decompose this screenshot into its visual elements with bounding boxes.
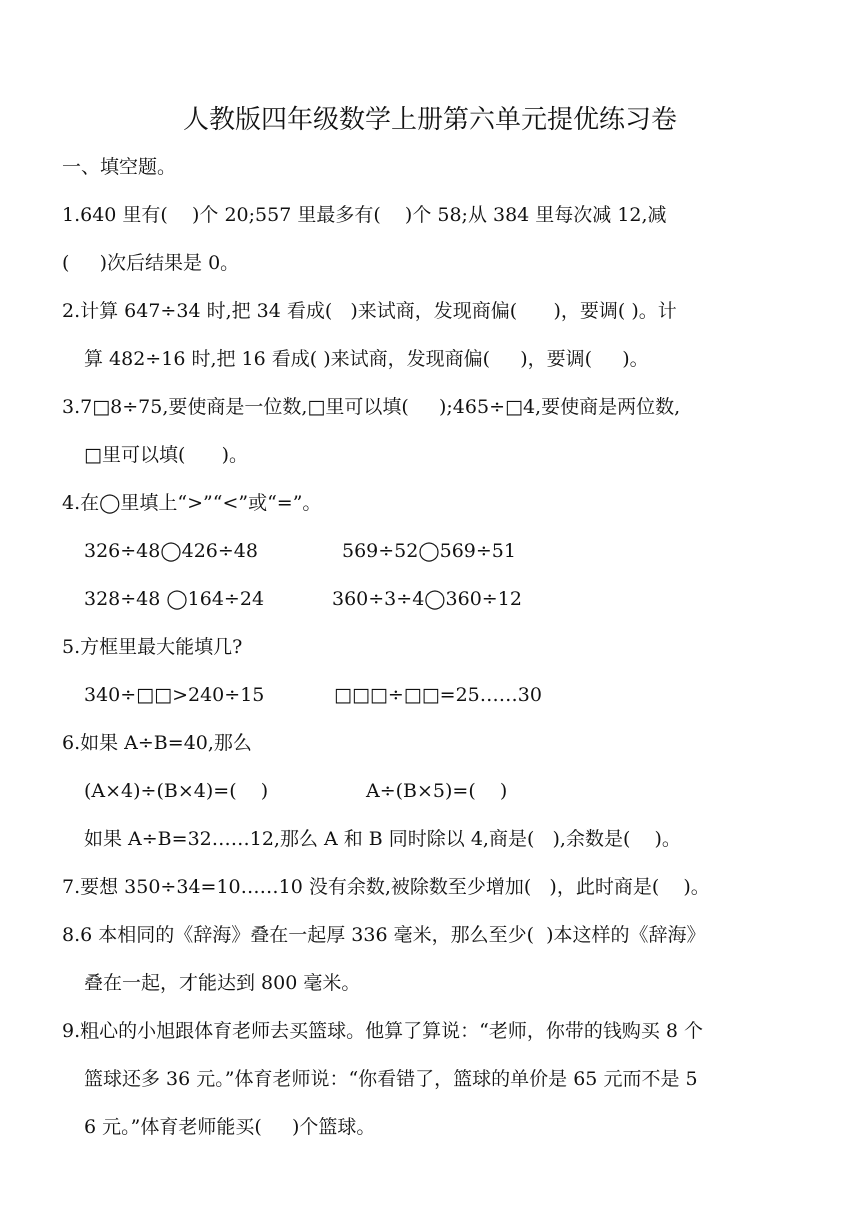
question-2-line-1: 2.计算 647÷34 时,把 34 看成( )来试商，发现商偏( )，要调( )。计 — [62, 300, 677, 322]
question-5-row-left: 340÷□□>240÷15 — [84, 684, 265, 706]
question-1-line-2: ( )次后结果是 0。 — [62, 252, 240, 274]
question-9-line-2: 篮球还多 36 元。”体育老师说：“你看错了，篮球的单价是 65 元而不是 5 — [84, 1068, 698, 1090]
question-6-line-1: 6.如果 A÷B=40,那么 — [62, 732, 252, 754]
question-2-line-2: 算 482÷16 时,把 16 看成( )来试商，发现商偏( )，要调( )。 — [84, 348, 649, 370]
question-7-line-1: 7.要想 350÷34=10……10 没有余数,被除数至少增加( )，此时商是( )。 — [62, 876, 710, 898]
question-6-line-3: 如果 A÷B=32……12,那么 A 和 B 同时除以 4,商是( ),余数是( )。 — [84, 828, 681, 850]
question-4-row-2-right: 360÷3÷4◯360÷12 — [332, 588, 522, 610]
question-6-row-right: A÷(B×5)=( ) — [366, 780, 508, 802]
question-3-line-1: 3.7□8÷75,要使商是一位数,□里可以填( );465÷□4,要使商是两位数, — [62, 396, 681, 418]
question-8-line-2: 叠在一起，才能达到 800 毫米。 — [84, 972, 361, 994]
question-5-row-right: □□□÷□□=25……30 — [334, 684, 542, 706]
question-8-line-1: 8.6 本相同的《辞海》叠在一起厚 336 毫米，那么至少( )本这样的《辞海》 — [62, 924, 706, 946]
section-heading: 一、填空题。 — [62, 156, 177, 178]
question-3-line-2: □里可以填( )。 — [84, 444, 249, 466]
question-4-row-1-left: 326÷48◯426÷48 — [84, 540, 258, 562]
question-1-line-1: 1.640 里有( )个 20;557 里最多有( )个 58;从 384 里每次减 12,减 — [62, 204, 667, 226]
question-9-line-3: 6 元。”体育老师能买( )个篮球。 — [84, 1116, 376, 1138]
question-4-row-2-left: 328÷48 ◯164÷24 — [84, 588, 265, 610]
question-4-line-1: 4.在◯里填上“>”“<”或“=”。 — [62, 492, 322, 514]
question-6-row-left: (A×4)÷(B×4)=( ) — [84, 780, 269, 802]
question-5-line-1: 5.方框里最大能填几? — [62, 636, 243, 658]
question-4-row-1-right: 569÷52◯569÷51 — [342, 540, 516, 562]
page-title: 人教版四年级数学上册第六单元提优练习卷 — [182, 105, 677, 135]
question-9-line-1: 9.粗心的小旭跟体育老师去买篮球。他算了算说：“老师，你带的钱购买 8 个 — [62, 1020, 704, 1042]
